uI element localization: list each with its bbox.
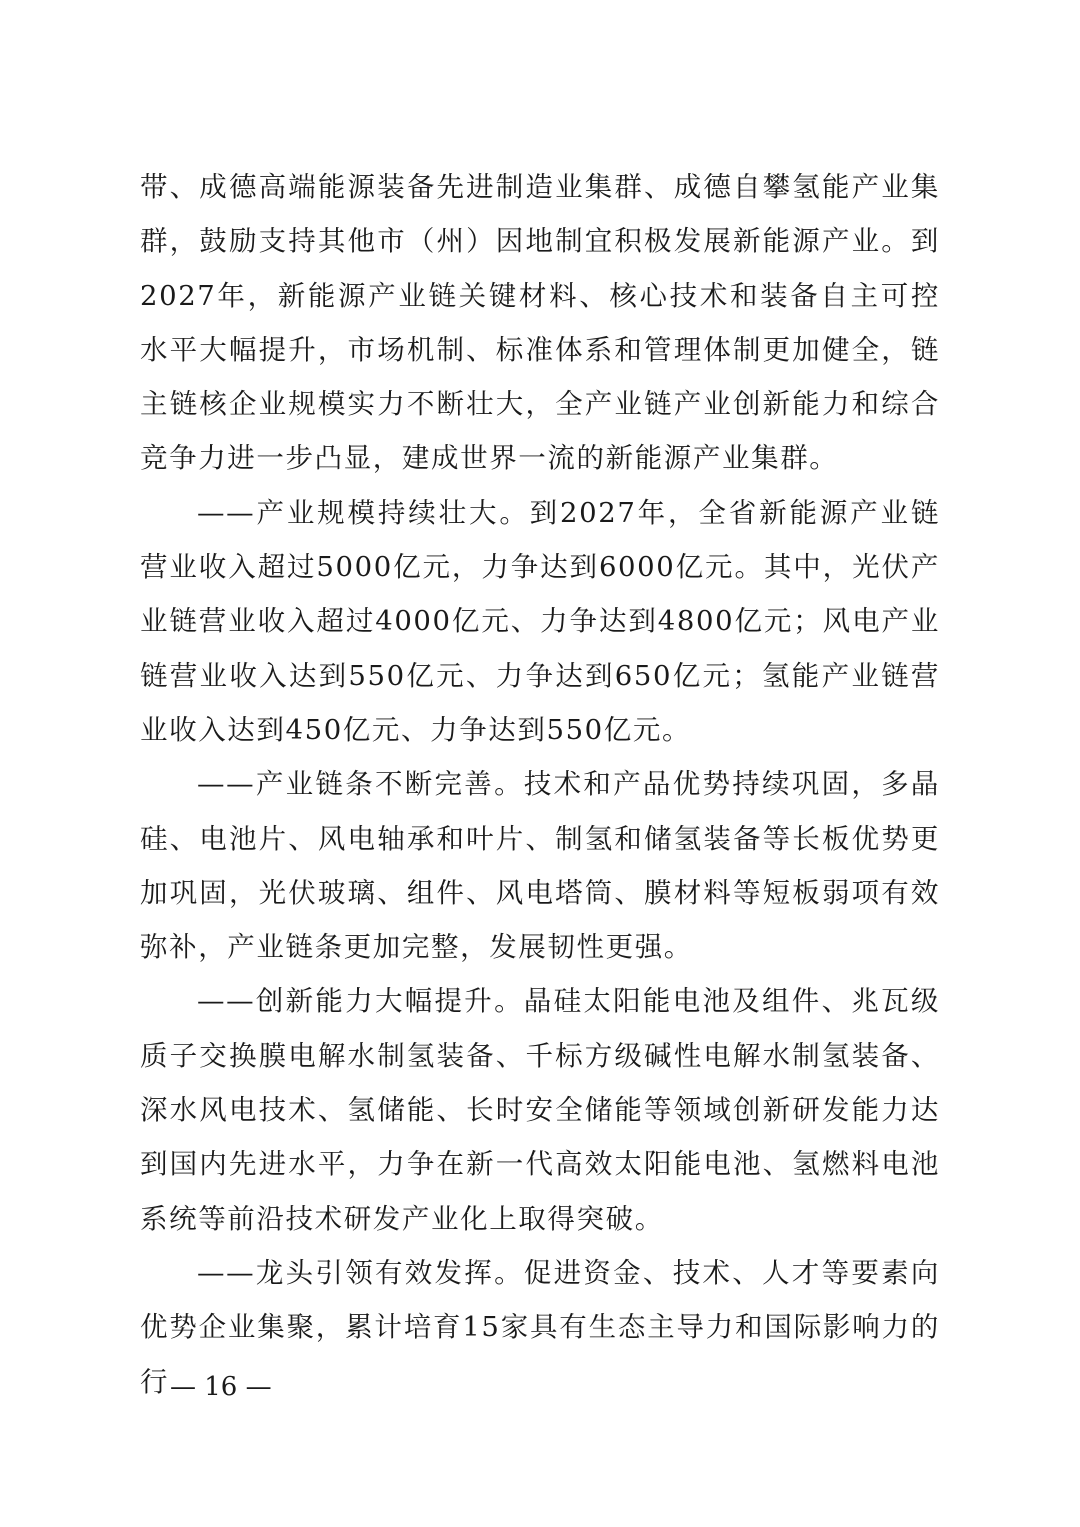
paragraph-innovation: ——创新能力大幅提升。晶硅太阳能电池及组件、兆瓦级质子交换膜电解水制氢装备、千标方级碱性电解水制氢装备、深水风电技术、氢储能、长时安全储能等领域创新研发能力达到国内先进水平，力争在新一代高效太阳能电池、氢燃料电池系统等前沿技术研发产业化上取得突破。	[140, 985, 940, 1235]
paragraph-continuation: 带、成德高端能源装备先进制造业集群、成德自攀氢能产业集群，鼓励支持其他市（州）因地制宜积极发展新能源产业。到2027年，新能源产业链关键材料、核心技术和装备自主可控水平大幅提升，市场机制、标准体系和管理体制更加健全，链主链核企业规模实力不断壮大，全产业链产业创新能力和综合竞争力进一步凸显，建成世界一流的新能源产业集群。	[140, 171, 940, 475]
paragraph-leading-enterprises: ——龙头引领有效发挥。促进资金、技术、人才等要素向优势企业集聚，累计培育15家具有生态主导力和国际影响力的行	[140, 1256, 940, 1398]
page-number: — 16 —	[170, 1372, 272, 1402]
body-text	[140, 160, 940, 1409]
paragraph-industry-chain: ——产业链条不断完善。技术和产品优势持续巩固，多晶硅、电池片、风电轴承和叶片、制氢和储氢装备等长板优势更加巩固，光伏玻璃、组件、风电塔筒、膜材料等短板弱项有效弥补，产业链条更加完整，发展韧性更强。	[140, 768, 940, 964]
paragraph-industry-scale: ——产业规模持续壮大。到2027年，全省新能源产业链营业收入超过5000亿元，力争达到6000亿元。其中，光伏产业链营业收入超过4000亿元、力争达到4800亿元；风电产业链营业收入达到550亿元、力争达到650亿元；氢能产业链营业收入达到450亿元、力争达到550亿元。	[140, 496, 940, 746]
